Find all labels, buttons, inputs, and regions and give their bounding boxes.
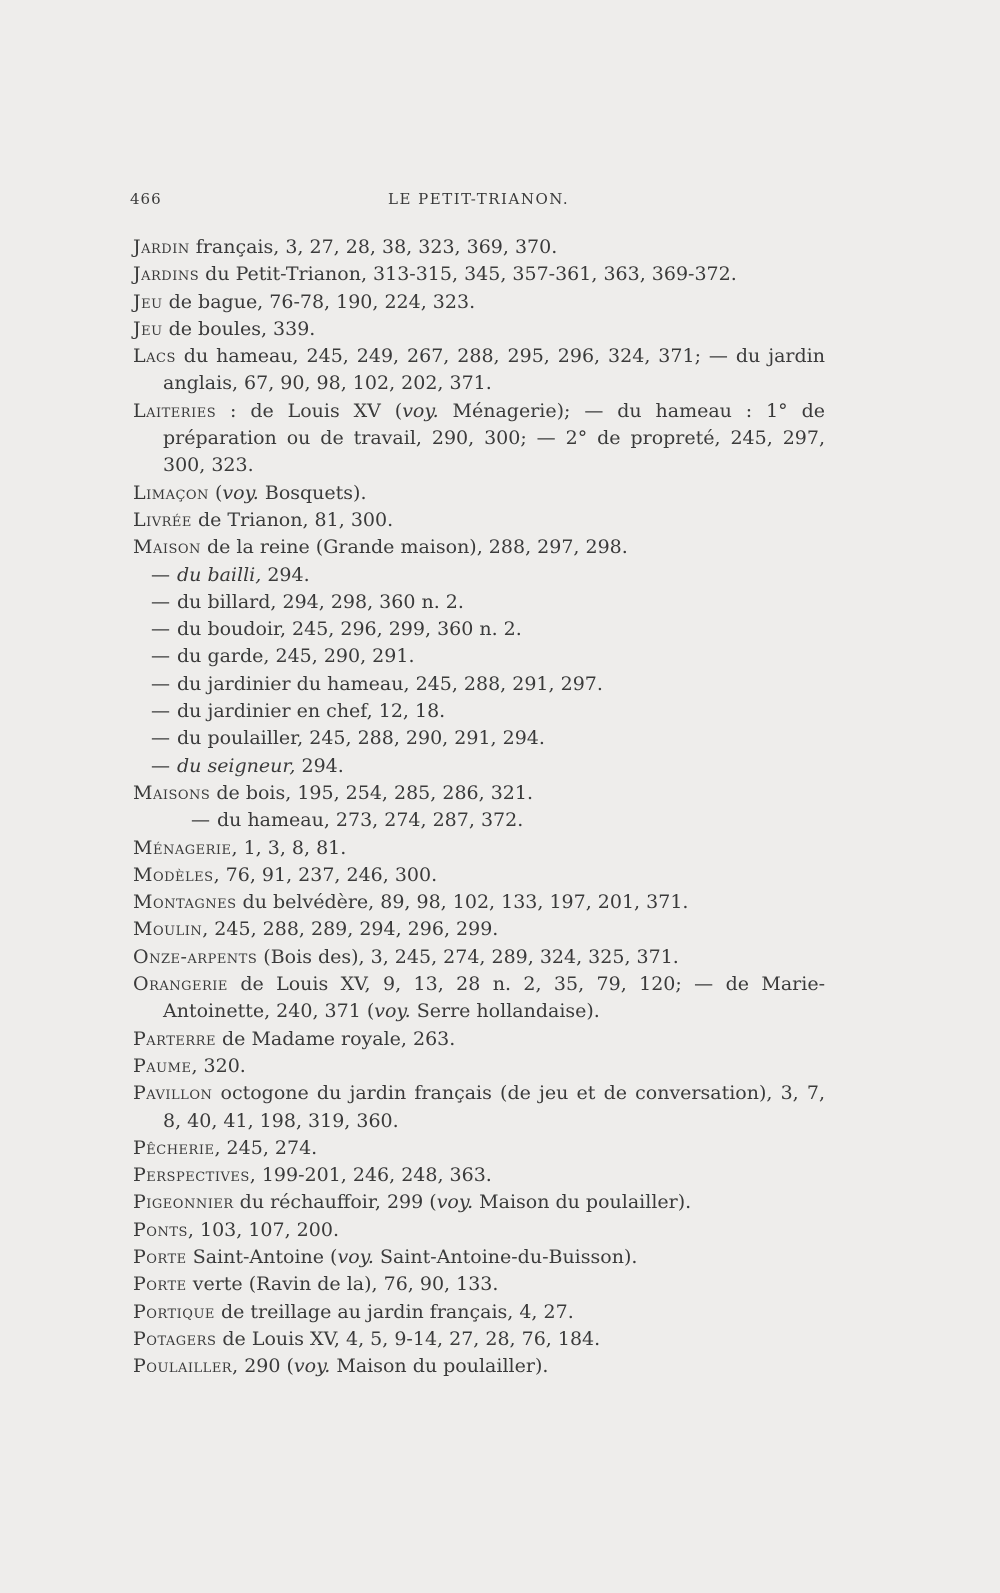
index-entry xyxy=(133,889,825,916)
entry-head: Porte xyxy=(133,1273,187,1296)
entry-text: Serre hollandaise). xyxy=(410,1000,600,1023)
entry-text: , 199-201, 246, 248, 363. xyxy=(249,1164,492,1187)
entry-head: Maisons xyxy=(133,781,211,804)
entry-text: du billard, 294, 298, 360 n. 2. xyxy=(177,590,464,613)
entry-text-italic: du bailli, xyxy=(177,563,262,586)
entry-text: français, 3, 27, 28, 38, 323, 369, 370. xyxy=(189,236,558,258)
index-entry xyxy=(133,261,825,288)
entry-text: du garde, 245, 290, 291. xyxy=(177,645,415,668)
entry-text: de la reine (Grande maison), 288, 297, 298. xyxy=(200,536,628,559)
voy-abbrev: voy. xyxy=(293,1355,331,1378)
voy-abbrev: voy. xyxy=(436,1191,474,1214)
entry-head: Porte xyxy=(133,1245,187,1268)
entry-head: Onze-arpents xyxy=(133,945,258,968)
index-entry xyxy=(133,534,825,561)
entry-head: Jeu xyxy=(133,317,163,340)
ditto-dash: — xyxy=(151,645,170,668)
entry-text: de Louis XV, 9, 13, 28 n. 2, 35, 79, 120; — de Marie-Antoinette, 240, 371 ( xyxy=(163,973,825,1023)
entry-head: Perspectives xyxy=(133,1164,250,1187)
entry-text: du boudoir, 245, 296, 299, 360 n. 2. xyxy=(177,618,522,641)
entry-head: Laiteries xyxy=(133,399,217,422)
entry-head: Paume xyxy=(133,1054,192,1077)
entry-text: Maison du poulailler). xyxy=(330,1355,549,1378)
entry-text: de Madame royale, 263. xyxy=(215,1027,456,1050)
entry-head: Montagnes xyxy=(133,891,237,914)
ditto-dash: — xyxy=(151,590,170,613)
index-entry xyxy=(133,507,825,534)
ditto-dash: — xyxy=(151,563,170,586)
entry-text: 294. xyxy=(295,754,344,777)
entry-text: de Trianon, 81, 300. xyxy=(191,508,394,531)
index-entry xyxy=(133,1299,825,1326)
entry-text: du hameau, 273, 274, 287, 372. xyxy=(217,809,524,832)
ditto-dash: — xyxy=(151,700,170,723)
entry-text: , 290 ( xyxy=(232,1355,294,1378)
page-header xyxy=(130,190,830,214)
ditto-dash: — xyxy=(151,754,170,777)
entry-text: , 1, 3, 8, 81. xyxy=(231,836,347,859)
index-entry xyxy=(133,234,825,261)
entry-text: Saint-Antoine ( xyxy=(186,1245,338,1268)
entry-text: de bois, 195, 254, 285, 286, 321. xyxy=(210,781,534,804)
entry-text: du jardinier en chef, 12, 18. xyxy=(177,700,446,723)
index-entry xyxy=(133,1162,825,1189)
entry-head: Lacs xyxy=(133,345,176,368)
index-entry xyxy=(133,971,825,1026)
index-entry xyxy=(133,1271,825,1298)
entry-head: Pêcherie xyxy=(133,1136,215,1159)
index-entry xyxy=(133,316,825,343)
index-entry xyxy=(133,1053,825,1080)
entry-head: Modèles xyxy=(133,863,214,886)
entry-text: octogone du jardin français (de jeu et de conversation), 3, 7, 8, 40, 41, 198, 319, 360. xyxy=(163,1082,825,1132)
index-entry xyxy=(133,944,825,971)
entry-text: de bague, 76-78, 190, 224, 323. xyxy=(162,290,476,313)
entry-text: du Petit-Trianon, 313-315, 345, 357-361, 363, 369-372. xyxy=(199,263,737,286)
entry-text: (Bois des), 3, 245, 274, 289, 324, 325, 371. xyxy=(257,945,679,968)
index-entry xyxy=(133,398,825,480)
index-entry xyxy=(133,343,825,398)
ditto-dash: — xyxy=(191,809,210,832)
entry-head: Jardins xyxy=(133,263,200,286)
ditto-dash: — xyxy=(151,618,170,641)
entry-head: Jardin xyxy=(133,236,190,258)
ditto-dash: — xyxy=(151,727,170,750)
voy-abbrev: voy. xyxy=(337,1245,374,1268)
entry-head: Pigeonnier xyxy=(133,1191,234,1214)
index-entry xyxy=(133,1353,825,1380)
entry-text: Bosquets). xyxy=(258,481,367,504)
entry-head: Moulin xyxy=(133,918,203,941)
index-entries xyxy=(133,234,825,1380)
entry-text: de treillage au jardin français, 4, 27. xyxy=(214,1300,574,1323)
entry-text: Ménagerie); — du hameau : 1° de préparation ou de travail, 290, 300; — 2° de propreté, 245, 297, 300, 323. xyxy=(163,399,825,477)
index-entry xyxy=(133,862,825,889)
index-subentry xyxy=(133,753,825,780)
entry-text: Saint-Antoine-du-Buisson). xyxy=(373,1245,638,1268)
entry-text: Maison du poulailler). xyxy=(473,1191,692,1214)
voy-abbrev: voy. xyxy=(402,399,439,422)
entry-text: du hameau, 245, 249, 267, 288, 295, 296, 324, 371; — du jardin anglais, 67, 90, 98, 102, 202, 371. xyxy=(163,345,825,395)
entry-text-italic: du seigneur, xyxy=(177,754,296,777)
voy-abbrev: voy. xyxy=(222,481,259,504)
voy-abbrev: voy. xyxy=(374,1000,411,1023)
entry-head: Potagers xyxy=(133,1327,217,1350)
entry-head: Livrée xyxy=(133,508,192,531)
index-subentry xyxy=(133,698,825,725)
index-subentry xyxy=(133,643,825,670)
entry-head: Orangerie xyxy=(133,973,228,996)
entry-head: Poulailler xyxy=(133,1355,233,1378)
entry-text: , 245, 274. xyxy=(214,1136,318,1159)
entry-head: Ménagerie xyxy=(133,836,232,859)
entry-text: , 320. xyxy=(191,1054,246,1077)
entry-text: 294. xyxy=(261,563,310,586)
index-entry xyxy=(133,780,825,807)
entry-text: de Louis XV, 4, 5, 9-14, 27, 28, 76, 184. xyxy=(216,1327,601,1350)
page-number: 466 xyxy=(130,190,162,208)
entry-text: , 76, 91, 237, 246, 300. xyxy=(213,863,438,886)
index-entry xyxy=(133,1244,825,1271)
entry-text: du belvédère, 89, 98, 102, 133, 197, 201, 371. xyxy=(236,891,689,914)
index-entry xyxy=(133,480,825,507)
entry-text: verte (Ravin de la), 76, 90, 133. xyxy=(186,1273,499,1296)
ditto-dash: — xyxy=(151,672,170,695)
entry-text: du réchauffoir, 299 ( xyxy=(233,1191,437,1214)
entry-head: Portique xyxy=(133,1300,215,1323)
entry-head: Parterre xyxy=(133,1027,216,1050)
index-entry xyxy=(133,1189,825,1216)
running-title: LE PETIT-TRIANON. xyxy=(388,190,570,208)
entry-head: Limaçon xyxy=(133,481,209,504)
index-subentry xyxy=(133,725,825,752)
entry-head: Maison xyxy=(133,536,201,559)
entry-text: : de Louis XV ( xyxy=(216,399,403,422)
entry-head: Pavillon xyxy=(133,1082,213,1105)
index-entry xyxy=(133,835,825,862)
index-entry xyxy=(133,289,825,316)
index-subentry xyxy=(133,671,825,698)
index-subentry xyxy=(133,616,825,643)
index-entry xyxy=(133,1135,825,1162)
index-subentry xyxy=(133,589,825,616)
index-subentry xyxy=(133,807,825,834)
index-entry xyxy=(133,1026,825,1053)
entry-text: du poulailler, 245, 288, 290, 291, 294. xyxy=(177,727,545,750)
index-entry xyxy=(133,916,825,943)
entry-text: , 103, 107, 200. xyxy=(187,1218,339,1241)
entry-head: Jeu xyxy=(133,290,163,313)
entry-text: ( xyxy=(208,481,223,504)
entry-text: , 245, 288, 289, 294, 296, 299. xyxy=(202,918,499,941)
entry-text: du jardinier du hameau, 245, 288, 291, 297. xyxy=(177,672,603,695)
entry-text: de boules, 339. xyxy=(162,317,316,340)
index-subentry xyxy=(133,562,825,589)
entry-head: Ponts xyxy=(133,1218,188,1241)
index-entry xyxy=(133,1217,825,1244)
index-entry xyxy=(133,1326,825,1353)
index-entry xyxy=(133,1080,825,1135)
